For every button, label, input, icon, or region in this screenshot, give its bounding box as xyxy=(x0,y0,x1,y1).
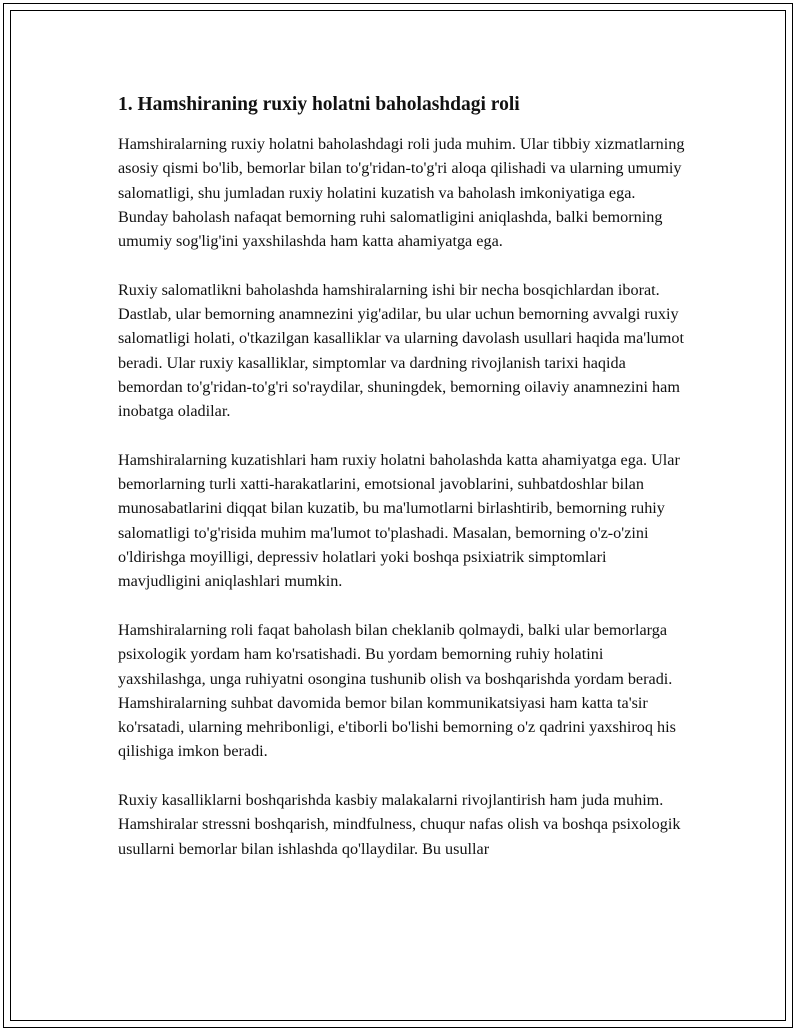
paragraph-5: Ruxiy kasalliklarni boshqarishda kasbiy malakalarni rivojlantirish ham juda muhim. Hamshiralar stressni boshqarish, mindfulness, chuqur nafas olish va boshqa psixologik usullarni bemorlar bilan ishlashda qo'llaydilar. Bu usullar xyxy=(118,791,681,858)
section-heading: 1. Hamshiraning ruxiy holatni baholashdagi roli xyxy=(118,94,520,115)
paragraph-4: Hamshiralarning roli faqat baholash bilan cheklanib qolmaydi, balki ular bemorlarga psixologik yordam ham ko'rsatishadi. Bu yordam bemorning ruhiy holatini yaxshilashga, unga ruhiyatni osongina tushunib olish va boshqarishda yordam beradi. Hamshiralarning suhbat davomida bemor bilan kommunikatsiyasi ham katta ta'sir ko'rsatadi, ularning mehribonligi, e'tiborli bo'lishi bemorning o'z qadrini yaxshiroq his qilishiga imkon beradi. xyxy=(118,620,676,761)
paragraph-2: Ruxiy salomatlikni baholashda hamshiralarning ishi bir necha bosqichlardan iborat. Dastlab, ular bemorning anamnezini yig'adilar, bu ular uchun bemorning avvalgi ruxiy salomatligi holati, o'tkazilgan kasalliklar va ularning davolash usullari haqida ma'lumot beradi. Ular ruxiy kasalliklar, simptomlar va dardning rivojlanish tarixi haqida bemordan to'g'ridan-to'g'ri so'raydilar, shuningdek, bemorning oilaviy anamnezini ham inobatga oladilar. xyxy=(118,280,684,421)
document-body xyxy=(118,92,688,885)
paragraph-3: Hamshiralarning kuzatishlari ham ruxiy holatni baholashda katta ahamiyatga ega. Ular bemorlarning turli xatti-harakatlarini, emotsional javoblarini, suhbatdoshlar bilan munosabatlarini diqqat bilan kuzatib, bu ma'lumotlarni birlashtirib, bemorning ruhiy salomatligi to'g'risida muhim ma'lumot to'plashadi. Masalan, bemorning o'z-o'zini o'ldirishga moyilligi, depressiv holatlari yoki boshqa psixiatrik simptomlari mavjudligini aniqlashlari mumkin. xyxy=(118,450,680,591)
paragraph-1: Hamshiralarning ruxiy holatni baholashdagi roli juda muhim. Ular tibbiy xizmatlarning asosiy qismi bo'lib, bemorlar bilan to'g'ridan-to'g'ri aloqa qilishadi va ularning umumiy salomatligi, shu jumladan ruxiy holatini kuzatish va baholash imkoniyatiga ega. Bunday baholash nafaqat bemorning ruhi salomatligini aniqlashda, balki bemorning umumiy sog'lig'ini yaxshilashda ham katta ahamiyatga ega. xyxy=(118,135,685,251)
